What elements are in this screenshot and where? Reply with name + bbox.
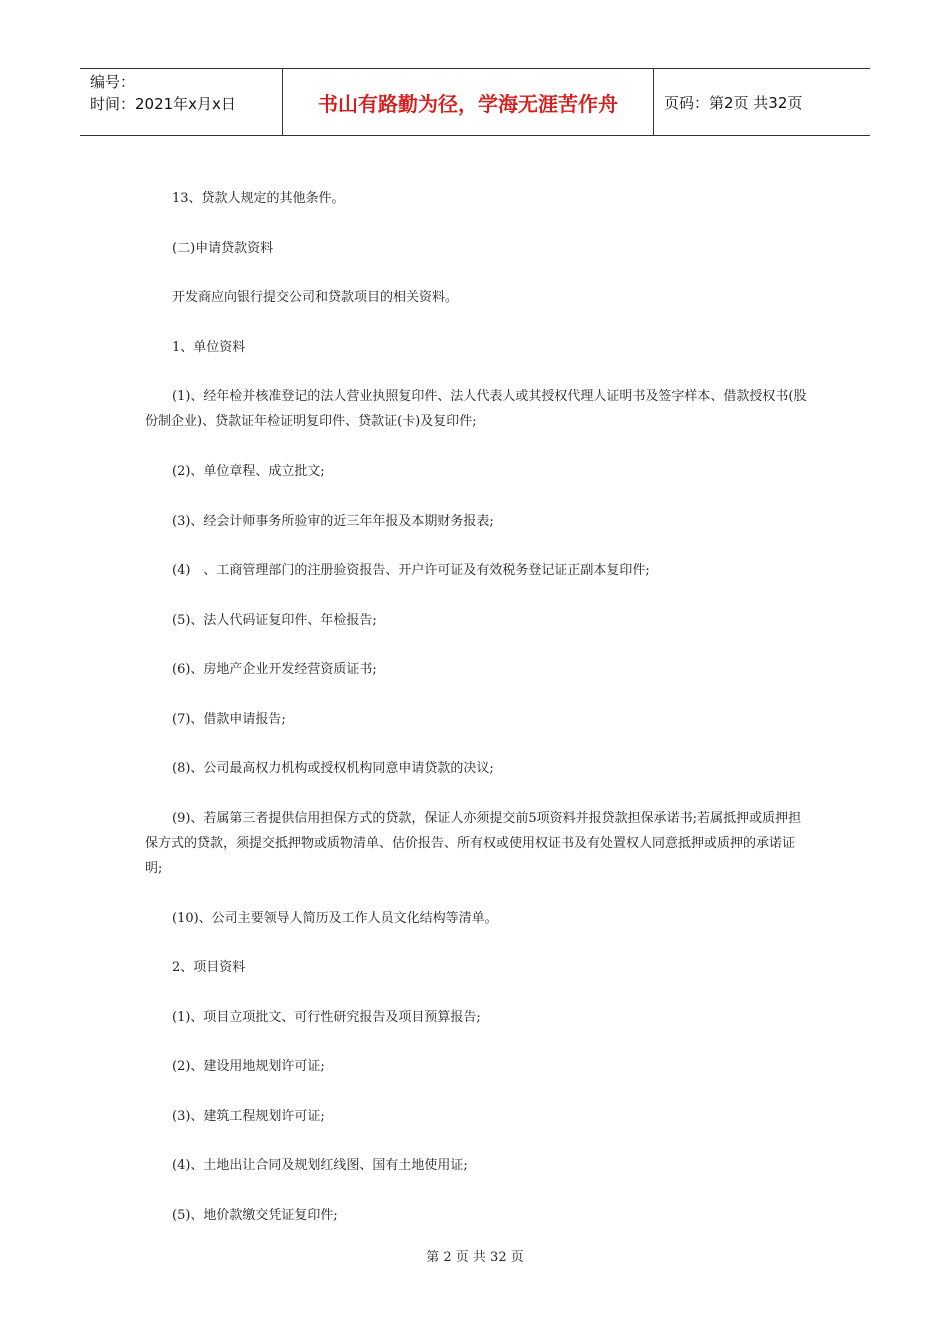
list-item: (6)、房地产企业开发经营资质证书;	[172, 662, 377, 677]
list-item: (8)、公司最高权力机构或授权机构同意申请贷款的决议;	[172, 761, 494, 776]
list-item: (3)、经会计师事务所验审的近三年年报及本期财务报表;	[172, 513, 494, 529]
list-item: (5)、法人代码证复印件、年检报告;	[172, 612, 377, 628]
list-item: (9)、若属第三者提供信用担保方式的贷款，保证人亦须提交前5项资料并报贷款担保承诺书;若属抵押或质押担保方式的贷款，须提交抵押物或质物清单、估价报告、所有权或使用权证书及有处置权人同意抵押或质押的承诺证明;	[145, 810, 802, 876]
list-item: (4) 、工商管理部门的注册验资报告、开户许可证及有效税务登记证正副本复印件;	[172, 563, 650, 578]
document-number-label: 编号：	[90, 73, 136, 91]
paragraph: 开发商应向银行提交公司和贷款项目的相关资料。	[172, 290, 459, 305]
page-footer: 第 2 页 共 32 页	[426, 1250, 524, 1265]
header-motto: 书山有路勤为径，学海无涯苦作舟	[282, 69, 654, 135]
list-item: (4)、土地出让合同及规划红线图、国有土地使用证;	[172, 1158, 468, 1173]
page-header	[80, 68, 870, 136]
header-meta	[80, 69, 282, 135]
document-time-label: 时间：2021年x月x日	[90, 95, 236, 113]
paragraph: 13、贷款人规定的其他条件。	[172, 191, 345, 206]
list-item: (2)、单位章程、成立批文;	[172, 464, 325, 479]
list-item: (1)、经年检并核准登记的法人营业执照复印件、法人代表人或其授权代理人证明书及签字样本、借款授权书(股份制企业)、贷款证年检证明复印件、贷款证(卡)及复印件;	[145, 389, 807, 429]
list-item: (1)、项目立项批文、可行性研究报告及项目预算报告;	[172, 1009, 481, 1025]
list-item: (2)、建设用地规划许可证;	[172, 1059, 325, 1074]
section-heading: (二)申请贷款资料	[172, 240, 274, 256]
header-page-info: 页码：第2页 共32页	[664, 93, 803, 112]
list-item: (7)、借款申请报告;	[172, 711, 286, 727]
list-item: (10)、公司主要领导人简历及工作人员文化结构等清单。	[172, 910, 498, 926]
subsection-heading: 2、项目资料	[172, 960, 246, 975]
document-body	[145, 186, 810, 1252]
list-item: (3)、建筑工程规划许可证;	[172, 1108, 325, 1124]
subsection-heading: 1、单位资料	[172, 339, 246, 355]
list-item: (5)、地价款缴交凭证复印件;	[172, 1207, 338, 1223]
